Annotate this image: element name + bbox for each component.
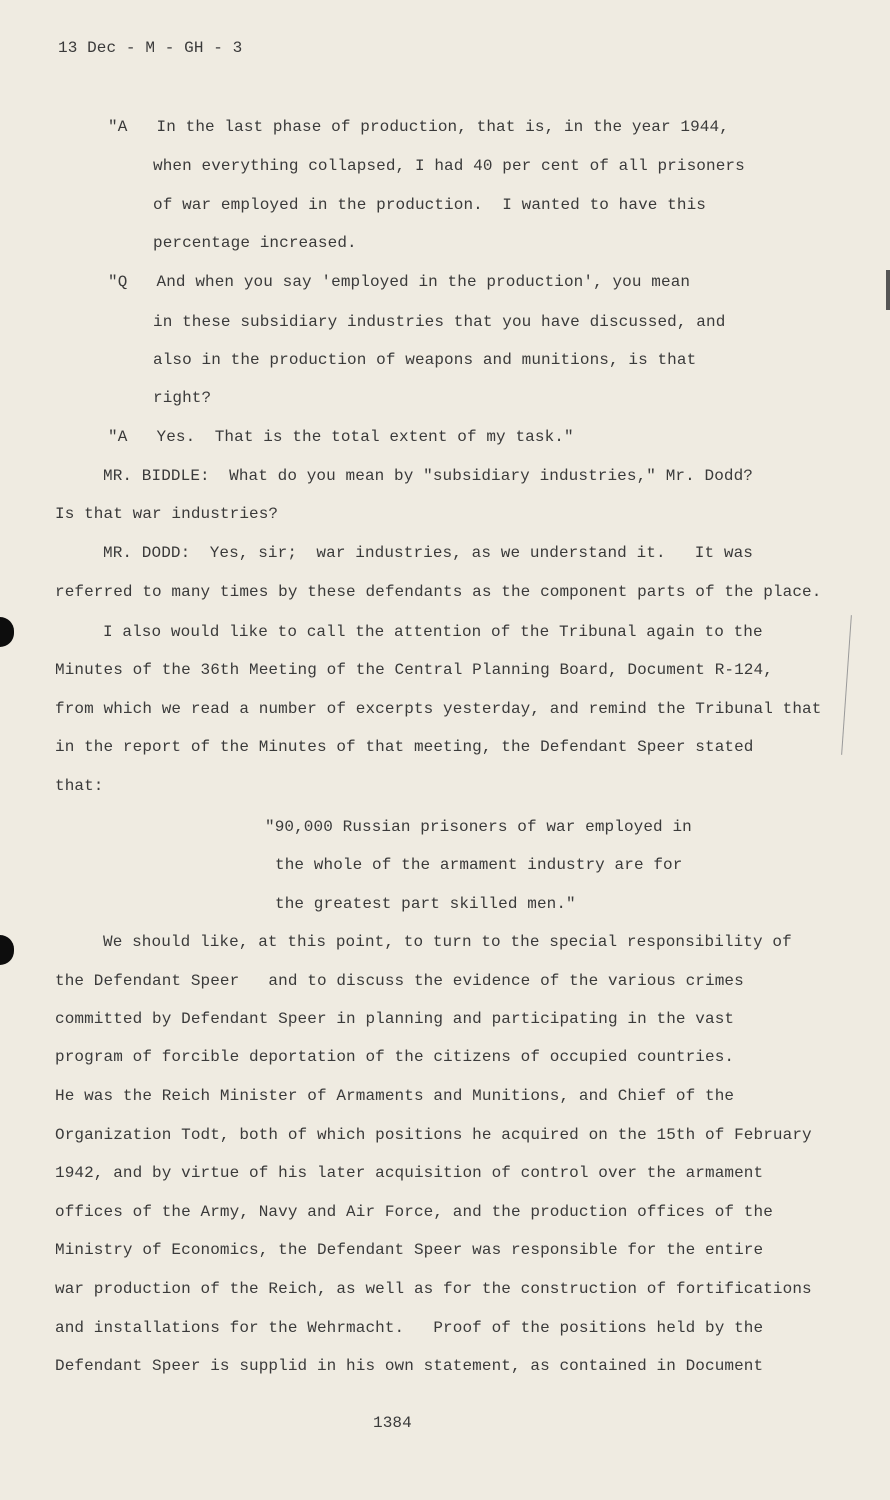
page-header-ref: 13 Dec - M - GH - 3 [58, 39, 243, 57]
text-line: We should like, at this point, to turn to the special responsibility of [103, 933, 792, 951]
margin-mark [841, 615, 852, 755]
text-line: "A Yes. That is the total extent of my task." [108, 428, 574, 446]
text-line: from which we read a number of excerpts yesterday, and remind the Tribunal that [55, 700, 822, 718]
punch-hole [0, 617, 14, 647]
text-line: also in the production of weapons and munitions, is that [153, 351, 697, 369]
text-line: MR. DODD: Yes, sir; war industries, as we understand it. It was [103, 544, 754, 562]
punch-hole [0, 935, 14, 965]
text-line: Organization Todt, both of which positions he acquired on the 15th of February [55, 1126, 812, 1144]
text-line: the Defendant Speer and to discuss the evidence of the various crimes [55, 972, 744, 990]
text-line: Ministry of Economics, the Defendant Speer was responsible for the entire [55, 1241, 764, 1259]
text-line: percentage increased. [153, 234, 357, 252]
text-line: in these subsidiary industries that you have discussed, and [153, 313, 726, 331]
text-line: "Q And when you say 'employed in the production', you mean [108, 273, 691, 291]
text-line: MR. BIDDLE: What do you mean by "subsidiary industries," Mr. Dodd? [103, 467, 754, 485]
quote-line: the whole of the armament industry are for [275, 856, 683, 874]
text-line: offices of the Army, Navy and Air Force, and the production offices of the [55, 1203, 773, 1221]
text-line: that: [55, 777, 104, 795]
text-line: Is that war industries? [55, 505, 279, 523]
text-line: when everything collapsed, I had 40 per cent of all prisoners [153, 157, 745, 175]
text-line: war production of the Reich, as well as for the construction of fortifications [55, 1280, 812, 1298]
quote-line: the greatest part skilled men." [275, 895, 576, 913]
page-edge-mark [886, 270, 890, 310]
page-number: 1384 [373, 1414, 412, 1432]
text-line: right? [153, 389, 212, 407]
text-line: He was the Reich Minister of Armaments and Munitions, and Chief of the [55, 1087, 735, 1105]
text-line: Minutes of the 36th Meeting of the Central Planning Board, Document R-124, [55, 661, 773, 679]
text-line: of war employed in the production. I wanted to have this [153, 196, 706, 214]
text-line: I also would like to call the attention of the Tribunal again to the [103, 623, 763, 641]
text-line: and installations for the Wehrmacht. Proof of the positions held by the [55, 1319, 764, 1337]
text-line: referred to many times by these defendants as the component parts of the place. [55, 583, 822, 601]
text-line: in the report of the Minutes of that meeting, the Defendant Speer stated [55, 738, 754, 756]
text-line: Defendant Speer is supplid in his own statement, as contained in Document [55, 1357, 764, 1375]
text-line: program of forcible deportation of the citizens of occupied countries. [55, 1048, 735, 1066]
text-line: committed by Defendant Speer in planning and participating in the vast [55, 1010, 735, 1028]
text-line: "A In the last phase of production, that is, in the year 1944, [108, 118, 729, 136]
quote-line: "90,000 Russian prisoners of war employed in [265, 818, 692, 836]
text-line: 1942, and by virtue of his later acquisition of control over the armament [55, 1164, 764, 1182]
